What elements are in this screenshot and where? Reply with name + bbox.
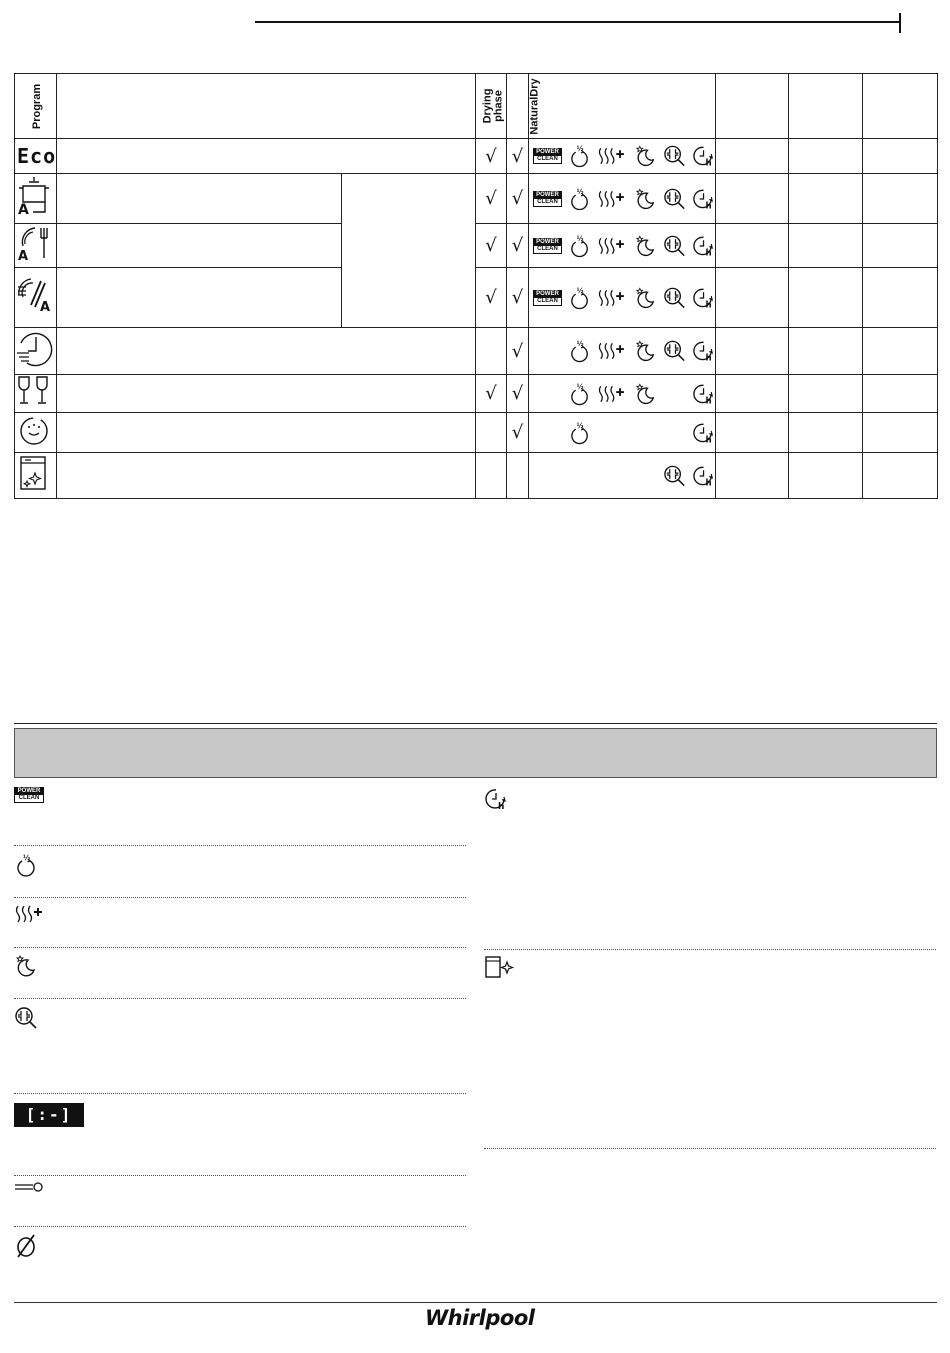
half-load-icon: [568, 382, 591, 406]
power-clean-placeholder: [533, 342, 562, 360]
display-indicator: [:-]: [14, 1103, 84, 1127]
naturaldry-check: √: [507, 174, 529, 224]
power-clean-placeholder: [533, 385, 562, 403]
description-cell: [57, 224, 342, 268]
extra-heat-icon: [597, 382, 628, 406]
options-column-header: [529, 74, 716, 139]
delay-start-icon: [692, 187, 715, 211]
eco-program-cell: [15, 139, 57, 174]
power-clean-placeholder: [533, 467, 562, 485]
rinse-icon: [15, 413, 53, 447]
drying-empty: [476, 413, 507, 453]
sanitize-icon: [663, 286, 686, 310]
night-mode-icon: [634, 339, 657, 363]
description-cell: [57, 375, 476, 413]
night-mode-icon: [634, 382, 657, 406]
divider: [14, 845, 466, 846]
program-table: [14, 73, 938, 499]
table-header-row: [15, 74, 938, 139]
blank-cell: [716, 375, 789, 413]
quick-program-cell: [15, 328, 57, 375]
drying-check: √: [476, 174, 507, 224]
power-clean-top: POWER: [534, 192, 561, 199]
extra-heat-icon: [597, 144, 628, 168]
options-cell: [529, 139, 716, 174]
drying-check: √: [476, 375, 507, 413]
shared-description-cell: [342, 174, 476, 328]
dishes-program-cell: [15, 268, 57, 328]
blank-cell: [863, 413, 938, 453]
header-rule: [255, 21, 901, 23]
blank-cell: [716, 139, 789, 174]
blank-cell: [716, 413, 789, 453]
divider: [484, 1148, 936, 1149]
half-load-icon: [568, 339, 591, 363]
half-load-icon: [568, 144, 591, 168]
night-mode-icon: [634, 286, 657, 310]
divider: [14, 1226, 466, 1227]
power-clean-top: POWER: [534, 149, 561, 156]
description-cell: [57, 139, 476, 174]
sanitize-placeholder: [663, 421, 686, 445]
divider: [14, 1093, 466, 1094]
naturaldry-check: √: [507, 328, 529, 375]
description-cell: [57, 174, 342, 224]
table-row: [15, 174, 938, 224]
description-cell: [57, 453, 476, 499]
table-row: [15, 453, 938, 499]
footer-rule: [14, 1302, 937, 1303]
description-cell: [57, 328, 476, 375]
naturaldry-empty: [507, 453, 529, 499]
sanitize-icon: [663, 464, 686, 488]
table-row: [15, 139, 938, 174]
blank-cell: [716, 224, 789, 268]
legend-power-clean-icon: [14, 787, 44, 803]
blank-cell: [863, 453, 938, 499]
extra-heat-icon: [597, 187, 628, 211]
naturaldry-column-header: [507, 74, 541, 139]
half-load-icon: [568, 286, 591, 310]
options-cell: [529, 268, 716, 328]
divider: [484, 949, 936, 950]
half-load-icon: [568, 421, 591, 445]
power-clean-icon: [533, 238, 562, 254]
blank-column-header-3: [863, 74, 938, 139]
naturaldry-label: NaturalDry: [528, 78, 541, 135]
svg-text:A: A: [18, 249, 29, 262]
legend-machine-clean-icon: [484, 955, 516, 979]
machine-clean-program-cell: [15, 453, 57, 499]
legend-night-mode-icon: [14, 954, 38, 978]
naturaldry-check: √: [507, 224, 529, 268]
blank-cell: [863, 139, 938, 174]
options-cell: [529, 453, 716, 499]
blank-cell: [789, 375, 863, 413]
glasses-program-cell: [15, 375, 57, 413]
dishes-auto-icon: [15, 275, 53, 315]
legend-pc-bottom: CLEAN: [18, 795, 40, 801]
power-clean-bottom: CLEAN: [537, 198, 558, 205]
options-cell: [529, 413, 716, 453]
legend-delay-start-icon: [484, 787, 508, 811]
rinse-program-cell: [15, 413, 57, 453]
blank-cell: [716, 328, 789, 375]
blank-cell: [863, 174, 938, 224]
delay-start-icon: [692, 286, 715, 310]
rinse-aid-icon: [14, 1180, 44, 1194]
pot-program-cell: [15, 174, 57, 224]
sanitize-icon: [663, 234, 686, 258]
drying-label-line2: phase: [492, 90, 505, 122]
blank-cell: [716, 453, 789, 499]
description-cell: [57, 413, 476, 453]
drying-empty: [476, 453, 507, 499]
blank-cell: [716, 268, 789, 328]
blank-cell: [863, 268, 938, 328]
power-clean-icon: [533, 148, 562, 164]
delay-start-icon: [692, 382, 715, 406]
naturaldry-check: √: [507, 268, 529, 328]
machine-clean-icon: [15, 453, 53, 493]
blank-cell: [789, 453, 863, 499]
plate-program-cell: [15, 224, 57, 268]
blank-column-header-2: [789, 74, 863, 139]
naturaldry-check: √: [507, 139, 529, 174]
options-cell: [529, 224, 716, 268]
section-rule: [14, 723, 937, 724]
delay-start-icon: [692, 421, 715, 445]
power-clean-bottom: CLEAN: [537, 245, 558, 252]
pot-auto-icon: [15, 174, 51, 218]
power-clean-bottom: CLEAN: [537, 297, 558, 304]
extra-heat-icon: [597, 286, 628, 310]
blank-column-header-1: [716, 74, 789, 139]
blank-cell: [789, 268, 863, 328]
night-placeholder: [634, 421, 657, 445]
blank-cell: [789, 224, 863, 268]
delay-start-icon: [692, 234, 715, 258]
drying-phase-label: [482, 89, 504, 124]
divider: [14, 998, 466, 999]
drying-check: √: [476, 224, 507, 268]
program-header-label: Program: [31, 83, 44, 130]
table-row: [15, 375, 938, 413]
blank-cell: [863, 375, 938, 413]
sanitize-icon: [663, 339, 686, 363]
naturaldry-check: √: [507, 375, 529, 413]
quick-wash-icon: [15, 329, 53, 369]
night-mode-icon: [634, 144, 657, 168]
options-cell: [529, 174, 716, 224]
svg-text:A: A: [40, 300, 51, 315]
extra-heat-icon: [597, 339, 628, 363]
power-clean-icon: [533, 191, 562, 207]
power-clean-top: POWER: [534, 291, 561, 298]
delay-start-icon: [692, 464, 715, 488]
table-row: [15, 268, 938, 328]
half-load-icon: [568, 187, 591, 211]
power-clean-placeholder: [533, 424, 562, 442]
drying-check: √: [476, 268, 507, 328]
naturaldry-check: √: [507, 413, 529, 453]
sanitize-icon: [663, 187, 686, 211]
whirlpool-logo: Whirlpool: [425, 1306, 535, 1330]
table-row: [15, 328, 938, 375]
options-section-header: [14, 728, 937, 778]
divider: [14, 1175, 466, 1176]
divider: [14, 947, 466, 948]
program-column-header: [15, 74, 57, 139]
svg-text:A: A: [18, 202, 29, 218]
heat-placeholder: [597, 464, 628, 488]
delay-start-icon: [692, 339, 715, 363]
blank-cell: [716, 174, 789, 224]
glasses-icon: [15, 375, 53, 407]
plate-fork-auto-icon: [15, 224, 51, 262]
blank-cell: [789, 413, 863, 453]
drying-label-line1: Drying: [481, 88, 494, 124]
blank-cell: [863, 224, 938, 268]
power-clean-bottom: CLEAN: [537, 156, 558, 162]
table-row: [15, 224, 938, 268]
legend-half-load-icon: [14, 853, 38, 877]
header-rule-tick: [899, 13, 901, 33]
description-column-header: [57, 74, 476, 139]
options-cell: [529, 328, 716, 375]
blank-cell: [789, 139, 863, 174]
heat-placeholder: [597, 421, 628, 445]
night-mode-icon: [634, 187, 657, 211]
power-clean-icon: [533, 290, 562, 306]
divider: [14, 897, 466, 898]
drying-empty: [476, 328, 507, 375]
sanitize-placeholder: [663, 382, 686, 406]
sanitize-icon: [663, 144, 686, 168]
blank-cell: [789, 174, 863, 224]
night-mode-icon: [634, 234, 657, 258]
blank-cell: [789, 328, 863, 375]
blank-cell: [863, 328, 938, 375]
delay-start-icon: [692, 144, 715, 168]
salt-icon: [14, 1233, 38, 1259]
description-cell: [57, 268, 342, 328]
eco-label: Eco: [17, 144, 57, 168]
half-load-icon: [568, 234, 591, 258]
legend-sanitize-icon: [14, 1006, 38, 1030]
half-placeholder: [568, 464, 591, 488]
table-row: [15, 413, 938, 453]
options-cell: [529, 375, 716, 413]
power-clean-top: POWER: [534, 239, 561, 246]
extra-heat-icon: [597, 234, 628, 258]
night-placeholder: [634, 464, 657, 488]
legend-extra-heat-icon: [14, 902, 46, 926]
drying-phase-column-header: [476, 74, 507, 139]
legend-pc-top: POWER: [15, 788, 43, 795]
drying-check: √: [476, 139, 507, 174]
